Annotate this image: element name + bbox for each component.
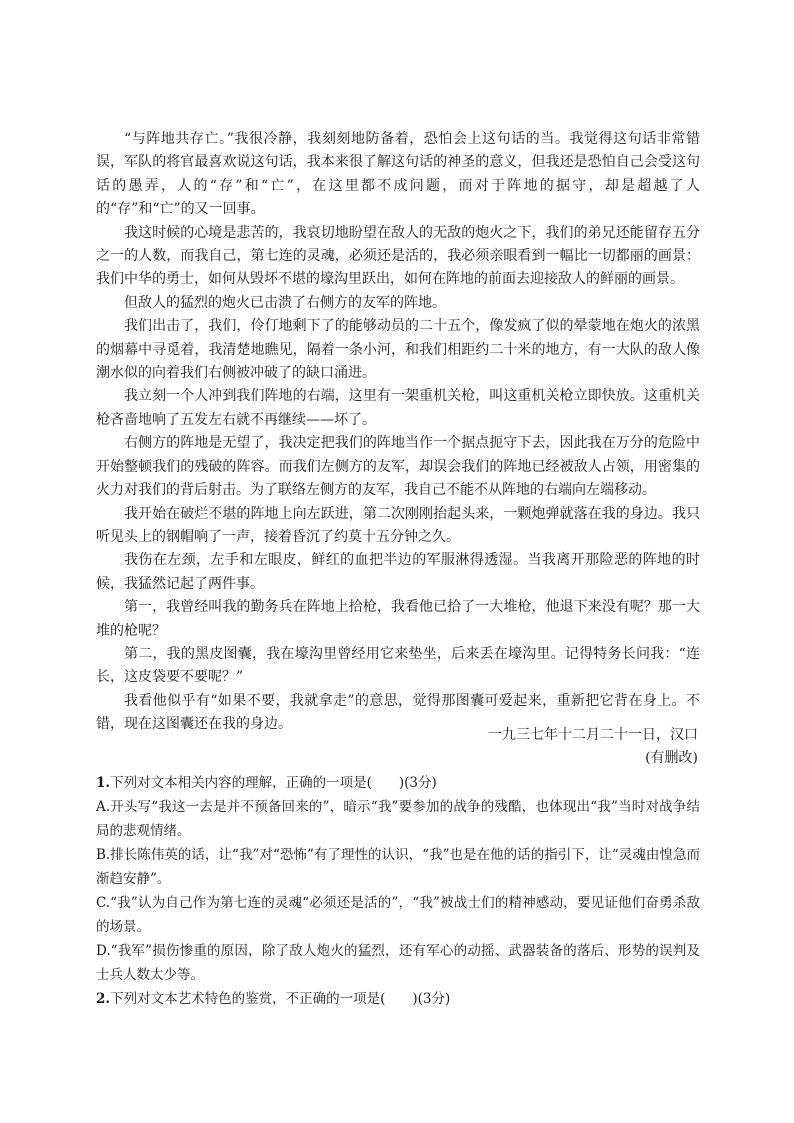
question-number: 1. bbox=[96, 775, 111, 791]
option-a: A.开头写“我这一去是并不预备回来的”，暗示“我”要参加的战争的残酷，也体现出“我”当时对战争结局的悲观情绪。 bbox=[96, 799, 700, 839]
passage-paragraph: 我立刻一个人冲到我们阵地的右端，这里有一架重机关枪，叫这重机关枪立即快放。这重机关枪吝啬地响了五发左右就不再继续——坏了。 bbox=[96, 388, 700, 428]
passage-paragraph: 右侧方的阵地是无望了，我决定把我们的阵地当作一个据点扼守下去，因此我在万分的危险中开始整顿我们的残破的阵容。而我们左侧方的友军，却误会我们的阵地已经被敌人占领，用密集的火力对我们的背后射击。为了联络左侧方的友军，我自己不能不从阵地的右端向左端移动。 bbox=[96, 435, 700, 499]
passage-paragraph: 第二，我的黑皮图囊，我在壕沟里曾经用它来垫坐，后来丢在壕沟里。记得特务长问我：“连长，这皮袋要不要呢？” bbox=[96, 645, 700, 686]
passage-edit-note: (有删改) bbox=[645, 750, 698, 766]
option-c: C.“我”认为自己作为第七连的灵魂“必须还是活的”，“我”被战士们的精神感动，要见证他们奋勇杀敌的场景。 bbox=[96, 895, 700, 935]
option-b: B.排长陈伟英的话，让“我”对“恐怖”有了理性的认识，“我”也是在他的话的指引下，让“灵魂由惶急而渐趋安静”。 bbox=[96, 847, 700, 887]
passage-paragraph: 但敌人的猛烈的炮火已击溃了右侧方的友军的阵地。 bbox=[124, 294, 446, 311]
question-stem bbox=[96, 987, 700, 1011]
passage-body bbox=[96, 128, 700, 737]
question-section bbox=[96, 771, 700, 1011]
passage-paragraph: 我开始在破烂不堪的阵地上向左跃进，第二次刚刚抬起头来，一颗炮弹就落在我的身边。我只听见头上的钢帽响了一声，接着昏沉了约莫十五分钟之久。 bbox=[96, 505, 700, 545]
passage-date-place: 一九三七年十二月二十一日，汉口 bbox=[488, 727, 698, 743]
passage-paragraph: 我们出击了，我们，伶仃地剩下了的能够动员的二十五个，像发疯了似的晕蒙地在炮火的浓黑的烟幕中寻觅着，我清楚地瞧见，隔着一条小河，和我们相距约二十米的地方，有一大队的敌人像潮水似的向着我们右侧被冲破了的缺口涌进。 bbox=[96, 318, 700, 382]
passage-paragraph: 我看他似乎有“如果不要，我就拿走”的意思，觉得那图囊可爱起来，重新把它背在身上。不错，现在这图囊还在我的身边。 bbox=[96, 692, 700, 733]
question-1 bbox=[96, 771, 700, 987]
option-d: D.“我军”损伤惨重的原因，除了敌人炮火的猛烈，还有军心的动摇、武器装备的落后、形势的误判及士兵人数太少等。 bbox=[96, 943, 700, 983]
passage-paragraph: 我这时候的心境是悲苦的，我哀切地盼望在敌人的无敌的炮火之下，我们的弟兄还能留存五分之一的人数，而我自己，第七连的灵魂，必须还是活的，我必须亲眼看到一幅比一切都丽的画景：我们中华的勇士，如何从毁坏不堪的壕沟里跃出，如何在阵地的前面去迎接敌人的鲜丽的画景。 bbox=[96, 224, 700, 288]
question-text: 下列对文本相关内容的理解，正确的一项是( )(3分) bbox=[110, 775, 437, 791]
passage-paragraph: “与阵地共存亡。”我很冷静，我刻刻地防备着，恐怕会上这句话的当。我觉得这句话非常错误，军队的将官最喜欢说这句话，我本来很了解这句话的神圣的意义，但我还是恐怕自己会受这句话的愚弄，人的“存”和“亡”，在这里都不成问题，而对于阵地的据守，却是超越了人的“存”和“亡”的又一回事。 bbox=[96, 131, 700, 218]
question-stem bbox=[96, 771, 700, 795]
passage-paragraph: 第一，我曾经叫我的勤务兵在阵地上拾枪，我看他已拾了一大堆枪，他退下来没有呢？那一大堆的枪呢？ bbox=[96, 599, 700, 639]
question-2 bbox=[96, 987, 700, 1011]
question-text: 下列对文本艺术特色的鉴赏，不正确的一项是( )(3分) bbox=[110, 991, 451, 1007]
question-number: 2. bbox=[96, 991, 111, 1007]
passage-paragraph: 我伤在左颈，左手和左眼皮，鲜红的血把半边的军服淋得透湿。当我离开那险恶的阵地的时候，我猛然记起了两件事。 bbox=[96, 552, 700, 592]
